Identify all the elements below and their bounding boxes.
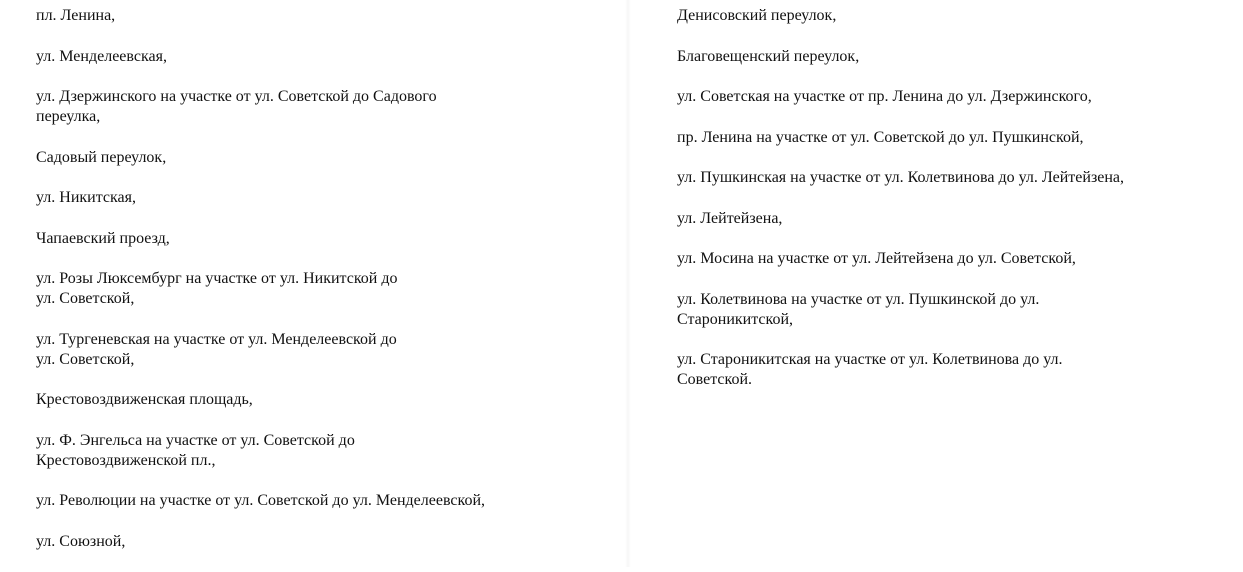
street-item: пр. Ленина на участке от ул. Советской до ул. Пушкинской, [677,128,1084,146]
street-item: ул. Ф. Энгельса на участке от ул. Советской до Крестовоздвиженской пл., [36,431,355,469]
street-item: Чапаевский проезд, [36,229,170,247]
street-item: ул. Староникитская на участке от ул. Колетвинова до ул. Советской. [677,351,1063,388]
left-street-list [36,6,576,572]
street-item: ул. Тургеневская на участке от ул. Менделеевской до ул. Советской, [36,330,397,368]
street-item: Садовый переулок, [36,148,167,166]
street-item: ул. Революции на участке от ул. Советской до ул. Менделеевской, [36,492,486,509]
street-item: Крестовоздвиженская площадь, [36,391,253,408]
street-item: ул. Менделеевская, [36,47,167,65]
street-item: ул. Союзной, [36,532,126,550]
right-street-list [677,6,1237,411]
street-item: Денисовский переулок, [677,7,837,24]
street-item: ул. Колетвинова на участке от ул. Пушкинской до ул. Староникитской, [677,290,1040,328]
column-divider [625,0,631,567]
street-item: пл. Ленина, [36,7,116,24]
street-item: Благовещенский переулок, [677,47,860,65]
street-item: ул. Розы Люксембург на участке от ул. Никитской до ул. Советской, [36,270,398,307]
street-item: ул. Дзержинского на участке от ул. Советской до Садового переулка, [36,88,437,125]
street-item: ул. Советская на участке от пр. Ленина до ул. Дзержинского, [677,88,1092,105]
street-item: ул. Никитская, [36,189,137,206]
street-item: ул. Пушкинская на участке от ул. Колетвинова до ул. Лейтейзена, [677,169,1125,186]
street-item: ул. Лейтейзена, [677,209,783,227]
street-item: ул. Мосина на участке от ул. Лейтейзена до ул. Советской, [677,250,1076,267]
